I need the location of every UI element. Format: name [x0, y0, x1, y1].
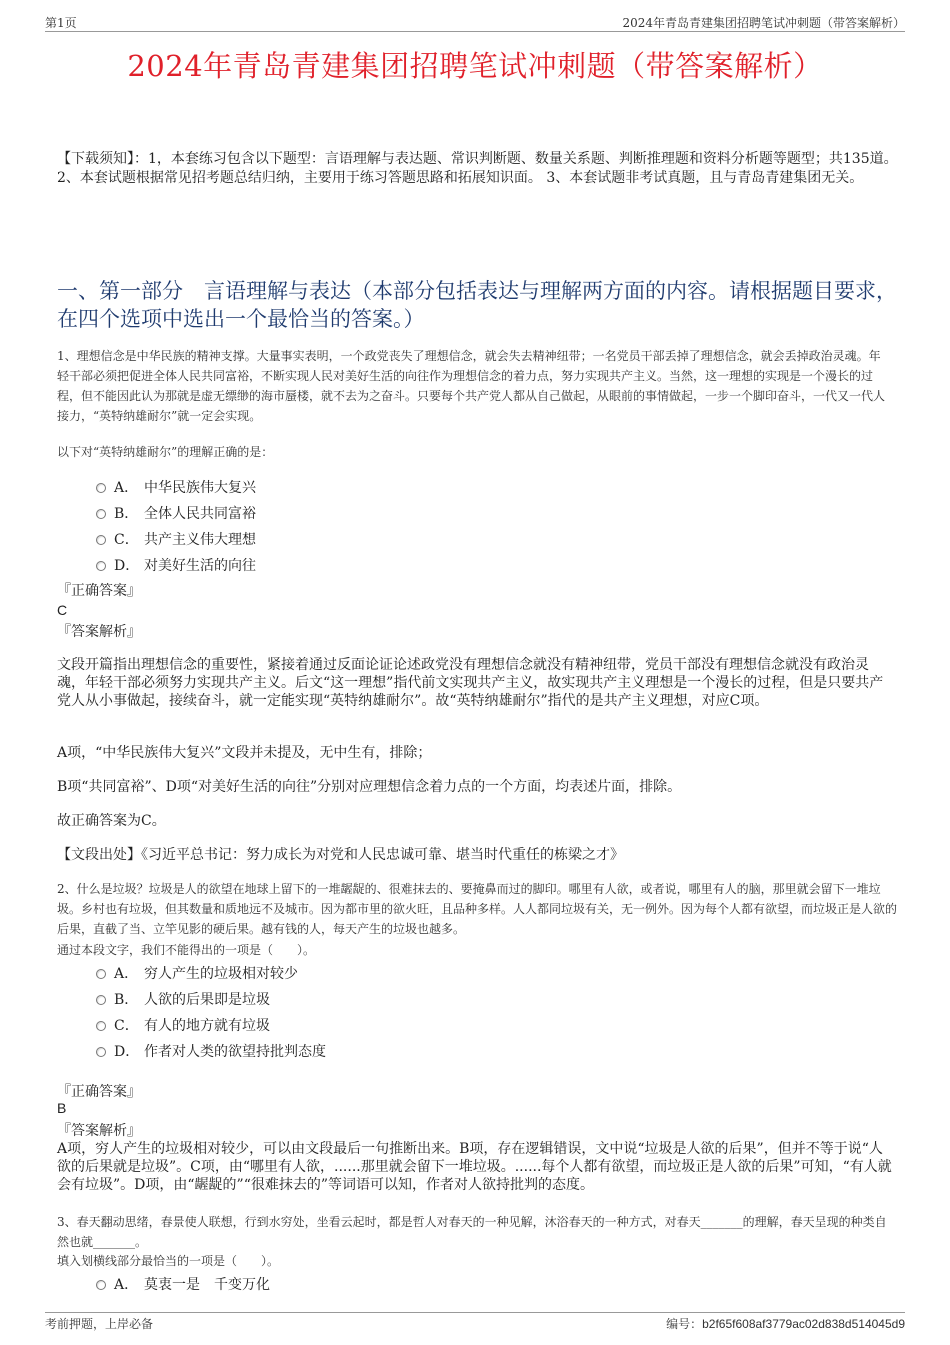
document-code	[666, 1315, 905, 1332]
document-code-label: 编号：	[666, 1317, 703, 1331]
header-divider	[45, 31, 905, 32]
option-letter: A．	[114, 966, 139, 982]
footer-slogan: 考前押题，上岸必备	[45, 1317, 154, 1331]
radio-icon[interactable]	[96, 969, 106, 979]
radio-icon[interactable]	[96, 1021, 106, 1031]
radio-icon[interactable]	[96, 509, 106, 519]
question-1-analysis-paragraph: B项“共同富裕”、D项“对美好生活的向往”分别对应理想信念着力点的一个方面，均表述片面，排除。	[57, 779, 682, 795]
radio-icon[interactable]	[96, 1280, 106, 1290]
radio-icon[interactable]	[96, 1047, 106, 1057]
question-1-analysis-paragraph: 文段开篇指出理想信念的重要性，紧接着通过反面论证论述政党没有理想信念就没有精神纽带，党员干部没有理想信念就没有政治灵魂，年轻干部必须努力实现共产主义。后文“这一理想”指代前文实现共产主义，故实现共产主义理想是一个漫长的过程，但是只要共产党人从小事做起，接续奋斗，就一定能实现“英特纳雄耐尔”。故“英特纳雄耐尔”指代的是共产主义理想，对应C项。	[57, 657, 884, 709]
download-notice: 【下载须知】：1，本套练习包含以下题型：言语理解与表达题、常识判断题、数量关系题、判断推理题和资料分析题等题型；共135道。 2、本套试题根据常见招考题总结归纳，主要用于练习答题思路和拓展知识面。 3、本套试题非考试真题，且与青岛青建集团无关。	[57, 151, 898, 186]
option-text: 共产主义伟大理想	[144, 532, 256, 548]
option-text: 穷人产生的垃圾相对较少	[144, 966, 298, 982]
radio-icon[interactable]	[96, 561, 106, 571]
option-text: 有人的地方就有垃圾	[144, 1018, 270, 1034]
question-1-text: 1、理想信念是中华民族的精神支撑。大量事实表明，一个政党丧失了理想信念，就会失去精神纽带；一名党员干部丢掉了理想信念，就会丢掉政治灵魂。年轻干部必须把促进全体人民共同富裕，不断实现人民对美好生活的向往作为理想信念的着力点，努力实现共产主义。当然，这一理想的实现是一个漫长的过程，但不能因此认为那就是虚无缥缈的海市蜃楼，就不去为之奋斗。只要每个共产党人都从自己做起，从眼前的事情做起，一步一个脚印奋斗，一代又一代人接力，“英特纳雄耐尔”就一定会实现。	[57, 349, 886, 423]
option-letter: C．	[114, 1018, 139, 1034]
section-heading: 一、第一部分 言语理解与表达（本部分包括表达与理解两方面的内容。请根据题目要求，在四个选项中选出一个最恰当的答案。）	[57, 279, 897, 331]
option-text: 中华民族伟大复兴	[144, 480, 256, 496]
option-letter: D．	[114, 558, 140, 574]
question-2-text: 2、什么是垃圾？垃圾是人的欲望在地球上留下的一堆龌龊的、很难抹去的、要掩鼻而过的脚印。哪里有人欲，或者说，哪里有人的脑，那里就会留下一堆垃圾。乡村也有垃圾，但其数量和质地远不及城市。因为都市里的欲火旺，且品种多样。人人都同垃圾有关，无一例外。因为每个人都有欲望，而垃圾正是人欲的后果，直截了当、立竿见影的硬后果。越有钱的人，每天产生的垃圾也越多。	[57, 882, 898, 936]
question-1-option-c[interactable]	[96, 529, 256, 549]
question-1-option-a[interactable]	[96, 477, 256, 497]
question-2-answer: B	[57, 1100, 67, 1116]
footer-divider	[45, 1312, 905, 1313]
question-2-option-b[interactable]	[96, 989, 270, 1009]
question-1-analysis-paragraph: 故正确答案为C。	[57, 813, 166, 829]
question-1-answer-label: 『正确答案』	[57, 583, 141, 599]
option-text: 人欲的后果即是垃圾	[144, 992, 270, 1008]
running-header-title: 2024年青岛青建集团招聘笔试冲刺题（带答案解析）	[622, 16, 905, 30]
option-text: 作者对人类的欲望持批判态度	[144, 1044, 326, 1060]
question-2-prompt: 通过本段文字，我们不能得出的一项是（ ）。	[57, 943, 316, 957]
option-text: 全体人民共同富裕	[144, 506, 256, 522]
radio-icon[interactable]	[96, 995, 106, 1005]
question-2-option-d[interactable]	[96, 1041, 326, 1061]
question-3-text: 3、春天翻动思绪，春景使人联想，行到水穷处，坐看云起时，都是哲人对春天的一种见解，沐浴春天的一种方式，对春天_______的理解，春天呈现的种类自然也就_______。	[57, 1215, 887, 1249]
question-2-analysis-paragraph: A项，穷人产生的垃圾相对较少，可以由文段最后一句推断出来。B项，存在逻辑错误，文中说“垃圾是人欲的后果”，但并不等于说“人欲的后果就是垃圾”。C项，由“哪里有人欲，......那里就会留下一堆垃圾。......每个人都有欲望，而垃圾正是人欲的后果”可知，“有人就会有垃圾”。D项，由“龌龊的”“很难抹去的”等词语可以知，作者对人欲持批判的态度。	[57, 1141, 892, 1193]
radio-icon[interactable]	[96, 535, 106, 545]
question-1-analysis-label: 『答案解析』	[57, 624, 141, 640]
option-text: 莫衷一是 千变万化	[144, 1277, 270, 1293]
page-number: 第1页	[45, 16, 77, 30]
question-1-option-b[interactable]	[96, 503, 256, 523]
option-letter: A．	[114, 1277, 139, 1293]
question-1-source: 【文段出处】《习近平总书记：努力成长为对党和人民忠诚可靠、堪当时代重任的栋梁之才》	[57, 847, 624, 863]
option-letter: B．	[114, 992, 139, 1008]
option-letter: C．	[114, 532, 139, 548]
question-1-option-d[interactable]	[96, 555, 256, 575]
option-text: 对美好生活的向往	[144, 558, 256, 574]
question-2-option-a[interactable]	[96, 963, 298, 983]
document-code-value: b2f65f608af3779ac02d838d514045d9	[702, 1317, 905, 1331]
question-1-answer: C	[57, 602, 68, 618]
option-letter: A．	[114, 480, 139, 496]
question-3-prompt: 填入划横线部分最恰当的一项是（ ）。	[57, 1254, 280, 1268]
question-1-analysis-paragraph: A项，“中华民族伟大复兴”文段并未提及，无中生有，排除；	[57, 745, 432, 761]
question-2-option-c[interactable]	[96, 1015, 270, 1035]
page-title: 2024年青岛青建集团招聘笔试冲刺题（带答案解析）	[127, 49, 823, 83]
question-2-analysis-label: 『答案解析』	[57, 1123, 141, 1139]
question-1-prompt: 以下对“英特纳雄耐尔”的理解正确的是：	[57, 445, 274, 459]
option-letter: D．	[114, 1044, 140, 1060]
question-3-option-a[interactable]	[96, 1274, 270, 1294]
radio-icon[interactable]	[96, 483, 106, 493]
option-letter: B．	[114, 506, 139, 522]
question-2-answer-label: 『正确答案』	[57, 1084, 141, 1100]
